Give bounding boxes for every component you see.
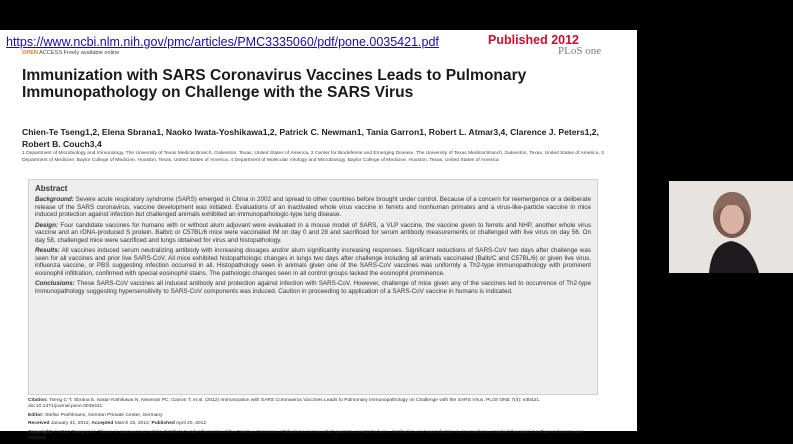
abstract-section-text: Four candidate vaccines for humans with or without alum adjuvant were evaluated in a mouse model of SARS, a VLP vaccine, the vaccine given to ferrets and NHP, another whole virus vaccine and an rDNA-produced S protein. Balb/c or C57BL/6 mice were vaccinated IM on day 0 and 28 and sacrificed for serum antibody measurements or challenged with live virus on day 56. On day 58, challenged mice were sacrificed and lungs obtained for virus and histopathology. xyxy=(35,221,591,244)
published-year-label: Published 2012 xyxy=(488,33,580,47)
article-metadata xyxy=(28,398,603,444)
abstract-heading: Abstract xyxy=(35,184,68,193)
copyright-line: Copyright: © 2012 Tseng et al. This is an open-access article distributed under the terms of the Creative Commons Attribution License, which permits unrestricted use, distribution, and reproduction in any medium, provided the original author and source are credited. xyxy=(28,429,584,442)
presentation-slide xyxy=(0,30,637,442)
abstract-background xyxy=(35,196,591,219)
citation-line: Citation: Tseng C-T, Sbrana E, Iwata-Yoshikawa N, Newman PC, Garron T, et al. (2012) Immunization with SARS Coronavirus Vaccines Leads to Pulmonary Immunopathology on Challenge with the SARS Virus. PLoS ONE 7(4): e35421. doi:10.1371/journal.pone.0035421 xyxy=(28,398,541,410)
editor-line: Editor: Stefan Poehlmann, German Primate Center, Germany xyxy=(28,412,163,418)
open-access-banner xyxy=(22,50,119,56)
abstract-box xyxy=(28,179,598,395)
abstract-design xyxy=(35,222,591,245)
article-affiliations: 1 Department of Microbiology and Immunology, The University of Texas Medical Branch, Galveston, Texas, United States of America, 2 Center for Biodefense and Emerging Disease, The University of Texas Medical Branch, Galveston, Texas, United States of America, 3 Department of Medicine, Baylor College of Medicine, Houston, Texas, United States of America, 4 Department of Molecular Virology and Microbiology, Baylor College of Medicine, Houston, Texas, United States of America xyxy=(22,151,604,163)
webcam-video-feed xyxy=(669,181,793,273)
abstract-section-text: These SARS-CoV vaccines all induced antibody and protection against infection with SARS-CoV. However, challenge of mice given any of the vaccines led to occurrence of Th2-type immunopathology suggesting hypersensitivity to SARS-CoV components was induced. Caution in proceeding to application of a SARS-CoV vaccine in humans is indicated. xyxy=(35,280,591,295)
abstract-section-label: Conclusions: xyxy=(35,280,75,287)
journal-logo: PLoS one xyxy=(558,45,602,57)
abstract-section-label: Design: xyxy=(35,221,59,229)
abstract-conclusions xyxy=(35,280,591,295)
abstract-section-text: All vaccines induced serum neutralizing antibody with increasing dosages and/or alum significantly increasing responses. Significant reductions of SARS-CoV two days after challenge was seen for all vaccines and prior live SARS-CoV. All mice exhibited histopathologic changes in lungs two days after challenge including all animals vaccinated (Balb/C and C57BL/6) or given live virus, influenza vaccine, or PBS suggesting infection occurred in all. Histopathology seen in animals given one of the SARS-CoV vaccines was uniformly a Th2-type immunopathology with prominent eosinophil infiltration, confirmed with special eosinophil stains. The pathologic changes seen in all control groups lacked the eosinophil prominence. xyxy=(35,247,591,277)
abstract-section-label: Results: xyxy=(35,247,60,254)
dates-line: Received January 31, 2012; Accepted March 15, 2012; Published April 20, 2012 xyxy=(28,421,207,427)
abstract-results xyxy=(35,247,591,277)
abstract-section-label: Background: xyxy=(35,196,74,203)
abstract-section-text: Severe acute respiratory syndrome (SARS) emerged in China in 2002 and spread to other countries before brought under control. Because of a concern for reemergence or a deliberate release of the SARS coronavirus, vaccine development was initiated. Evaluations of an inactivated whole virus vaccine in ferrets and nonhuman primates and a virus-like-particle vaccine in mice induced protection against infection but challenged animals exhibited an immunopathologic-type lung disease. xyxy=(35,196,592,218)
open-access-badge: OPEN xyxy=(22,50,38,56)
article-title: Immunization with SARS Coronavirus Vaccines Leads to Pulmonary Immunopathology on Challenge with the SARS Virus xyxy=(22,67,527,101)
article-url-link[interactable]: https://www.ncbi.nlm.nih.gov/pmc/articles/PMC3335060/pdf/pone.0035421.pdf xyxy=(6,35,439,49)
article-authors: Chien-Te Tseng1,2, Elena Sbrana1, Naoko Iwata-Yoshikawa1,2, Patrick C. Newman1, Tania Garron1, Robert L. Atmar3,4, Clarence J. Peters1,2, Robert B. Couch3,4 xyxy=(22,127,599,149)
presenter-silhouette-icon xyxy=(669,181,793,273)
open-access-text: ACCESS Freely available online xyxy=(39,50,120,56)
